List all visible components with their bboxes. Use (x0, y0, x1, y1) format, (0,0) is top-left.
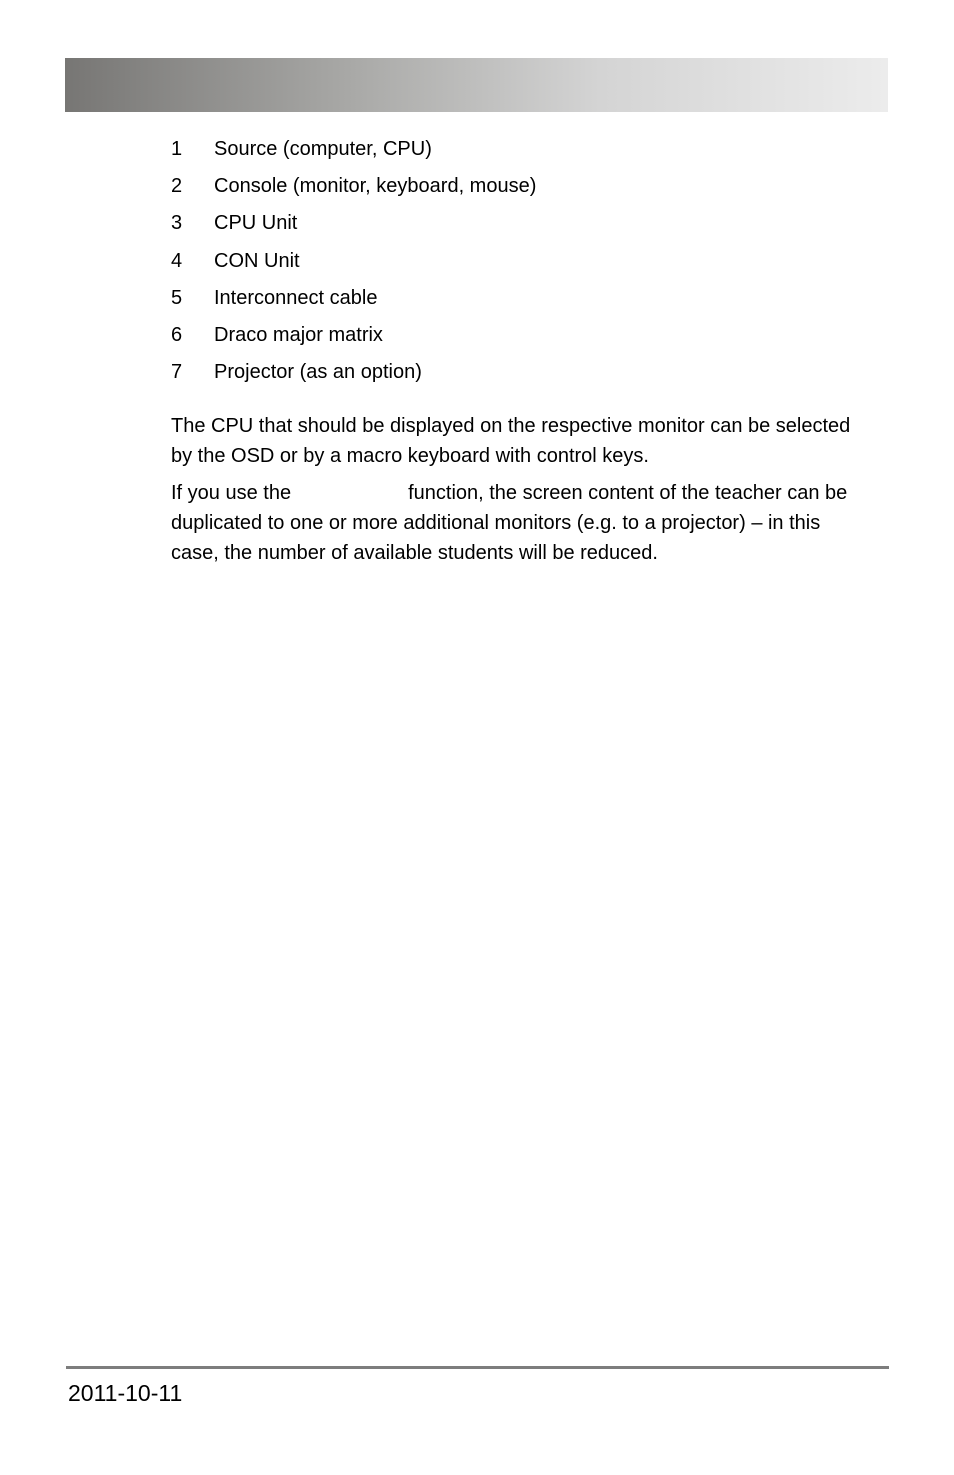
legend-number: 2 (171, 175, 183, 198)
body-text (171, 411, 871, 575)
paragraph-duplication (171, 478, 871, 568)
legend-number: 4 (171, 249, 183, 272)
legend-text: Projector (as an option) (214, 361, 422, 384)
paragraph-duplication-rest: function, the screen content of the teacher can be duplicated to one or more additional monitors (e.g. to a projector) – in this case, the number of available students will be reduced. (171, 482, 848, 564)
footer-divider (66, 1366, 889, 1369)
legend-text: Interconnect cable (214, 286, 378, 309)
legend-number: 6 (171, 323, 183, 346)
footer-date: 2011-10-11 (68, 1380, 183, 1406)
legend-number: 7 (171, 361, 183, 384)
legend-number: 1 (171, 138, 183, 160)
paragraph-duplication-start: If you use the (171, 482, 292, 504)
legend-item (171, 173, 536, 210)
legend-text: CON Unit (214, 249, 300, 272)
legend-item (171, 248, 536, 285)
legend-number: 3 (171, 212, 183, 235)
legend-text: CPU Unit (214, 212, 298, 235)
legend-item (171, 359, 536, 396)
paragraph-cpu-selection: The CPU that should be displayed on the respective monitor can be selected by the OSD or by a macro keyboard with control keys. (171, 415, 851, 467)
header-bar (65, 58, 888, 112)
legend-item (171, 285, 536, 322)
legend-item (171, 322, 536, 359)
legend-item (171, 210, 536, 247)
legend-text: Console (monitor, keyboard, mouse) (214, 175, 537, 198)
legend-list (171, 136, 536, 396)
legend-text: Source (computer, CPU) (214, 138, 432, 160)
legend-item (171, 136, 536, 173)
legend-number: 5 (171, 286, 183, 309)
legend-text: Draco major matrix (214, 323, 383, 346)
